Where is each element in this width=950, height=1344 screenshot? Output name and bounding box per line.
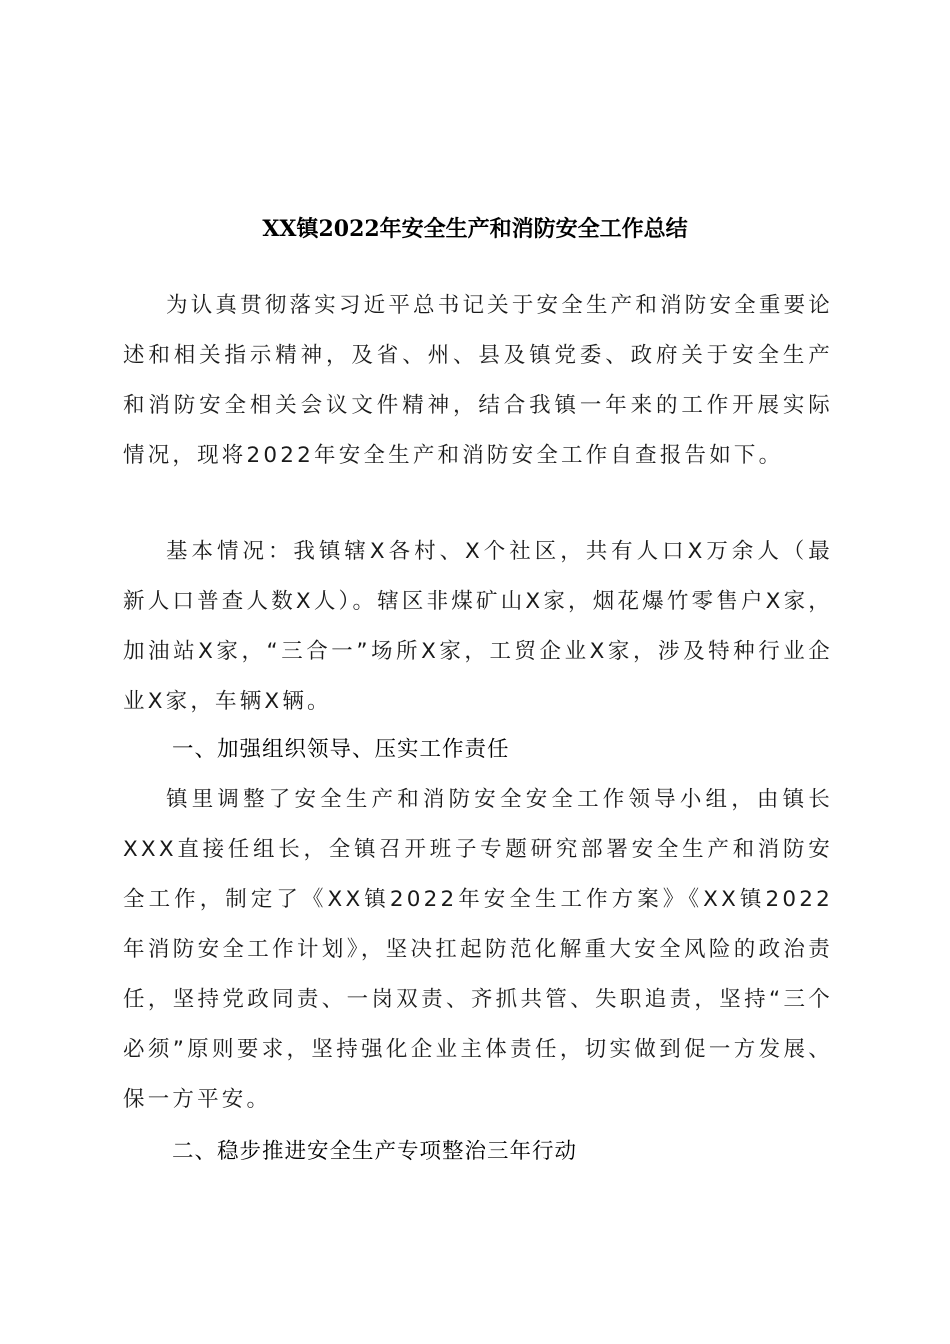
section-1-paragraph: 镇里调整了安全生产和消防安全安全工作领导小组，由镇长XXX直接任组长，全镇召开班子专题研究部署安全生产和消防安全工作，制定了《XX镇2022年安全生工作方案》《XX镇2022年消防安全工作计划》，坚决扛起防范化解重大安全风险的政治责任，坚持党政同责、一岗双责、齐抓共管、失职追责，坚持“三个必须”原则要求，坚持强化企业主体责任，切实做到促一方发展、保一方平安。: [123, 787, 833, 1112]
section-2-heading: 二、稳步推进安全生产专项整治三年行动: [172, 1139, 578, 1164]
basic-situation-paragraph: 基本情况：我镇辖X各村、X个社区，共有人口X万余人（最新人口普查人数X人）。辖区非煤矿山X家，烟花爆竹零售户X家，加油站X家，“三合一”场所X家，工贸企业X家，涉及特种行业企业X家，车辆X辆。: [123, 539, 833, 714]
document-title: XX镇2022年安全生产和消防安全工作总结: [262, 216, 688, 242]
intro-paragraph: 为认真贯彻落实习近平总书记关于安全生产和消防安全重要论述和相关指示精神，及省、州、县及镇党委、政府关于安全生产和消防安全相关会议文件精神，结合我镇一年来的工作开展实际情况，现将2022年安全生产和消防安全工作自查报告如下。: [123, 293, 833, 468]
section-1-heading: 一、加强组织领导、压实工作责任: [172, 737, 510, 762]
